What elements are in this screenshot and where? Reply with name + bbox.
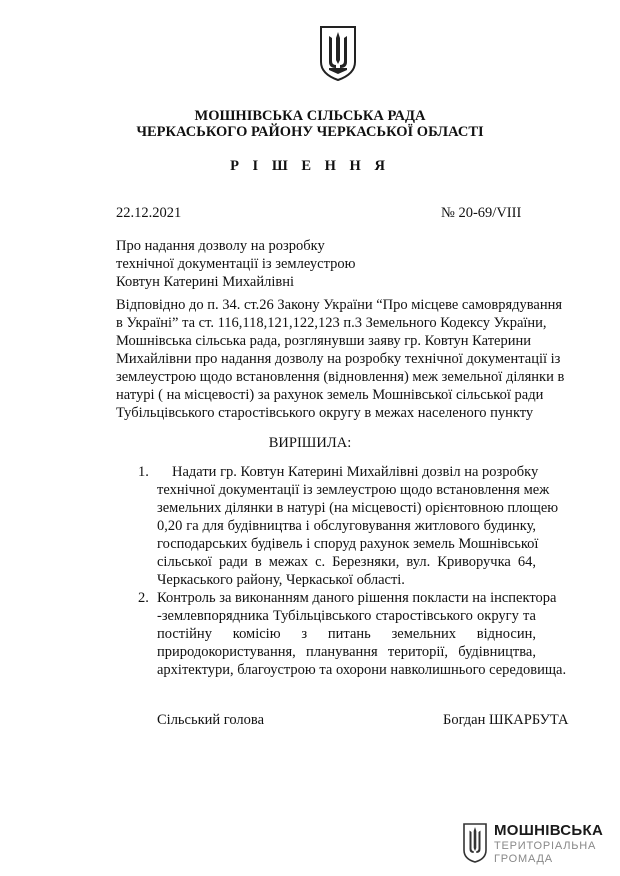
preamble-line: натурі ( на місцевості) за рахунок земель Мошнівської сільської ради — [116, 387, 544, 403]
signature-name: Богдан ШКАРБУТА — [443, 712, 569, 728]
subject-line: Про надання дозволу на розробку — [116, 238, 325, 254]
item-line: Черкаського району, Черкаської області. — [157, 572, 405, 588]
preamble-line: Мошнівська сільська рада, розглянувши заяву гр. Ковтун Катерини — [116, 333, 531, 349]
preamble-line: в Україні” та ст. 116,118,121,122,123 п.3 Земельного Кодексу України, — [116, 315, 547, 331]
item-number: 2. — [138, 590, 149, 606]
org-name-line2: ЧЕРКАСЬКОГО РАЙОНУ ЧЕРКАСЬКОЇ ОБЛАСТІ — [136, 124, 484, 140]
community-logo-subtitle: ТЕРИТОРІАЛЬНА — [494, 840, 597, 852]
item-line: земельних ділянки в натурі (на місцевості) орієнтовною площею — [157, 500, 559, 516]
item-line: -землевпорядника Тубільцівського старостівського округу та — [157, 608, 536, 624]
item-line: сільської ради в межах с. Березняки, вул. Криворучка 64, — [157, 554, 536, 570]
community-logo-icon — [462, 822, 488, 864]
preamble-line: землеустрою щодо встановлення (відновлення) меж земельної ділянки в — [116, 369, 565, 385]
document-date: 22.12.2021 — [116, 205, 182, 221]
subject-line: Ковтун Катерині Михайлівні — [116, 274, 295, 290]
preamble-line: Тубільцівського старостівського округу в межах населеного пункту — [116, 405, 534, 421]
org-name-line1: МОШНІВСЬКА СІЛЬСЬКА РАДА — [194, 108, 426, 124]
item-line: 0,20 га для будівництва і обслуговування житлового будинку, — [157, 518, 536, 534]
preamble-line: Михайлівни про надання дозволу на розробку технічної документації із — [116, 351, 561, 367]
community-logo-subtitle: ГРОМАДА — [494, 853, 553, 865]
preamble-line: Відповідно до п. 34. ст.26 Закону України “Про місцеве самоврядування — [116, 297, 563, 313]
item-line: природокористування, планування території, будівництва, — [157, 644, 536, 660]
community-logo-name: МОШНІВСЬКА — [494, 822, 604, 839]
coat-of-arms-icon — [318, 24, 358, 82]
signature-position: Сільський голова — [157, 712, 265, 728]
document-title: Р І Ш Е Н Н Я — [230, 158, 390, 174]
item-line: Надати гр. Ковтун Катерині Михайлівні дозвіл на розробку — [172, 464, 539, 480]
item-line: господарських будівель і споруд рахунок земель Мошнівської — [157, 536, 539, 552]
item-number: 1. — [138, 464, 149, 480]
item-line: технічної документації із землеустрою щодо встановлення меж — [157, 482, 550, 498]
decision-heading: ВИРІШИЛА: — [268, 435, 352, 451]
document-number: № 20-69/VIII — [441, 205, 522, 221]
subject-line: технічної документації із землеустрою — [116, 256, 356, 272]
item-line: архітектури, благоустрою та охорони навколишнього середовища. — [157, 662, 567, 678]
item-line: Контроль за виконанням даного рішення покласти на інспектора — [157, 590, 557, 606]
item-line: постійну комісію з питань земельних відносин, — [157, 626, 536, 642]
